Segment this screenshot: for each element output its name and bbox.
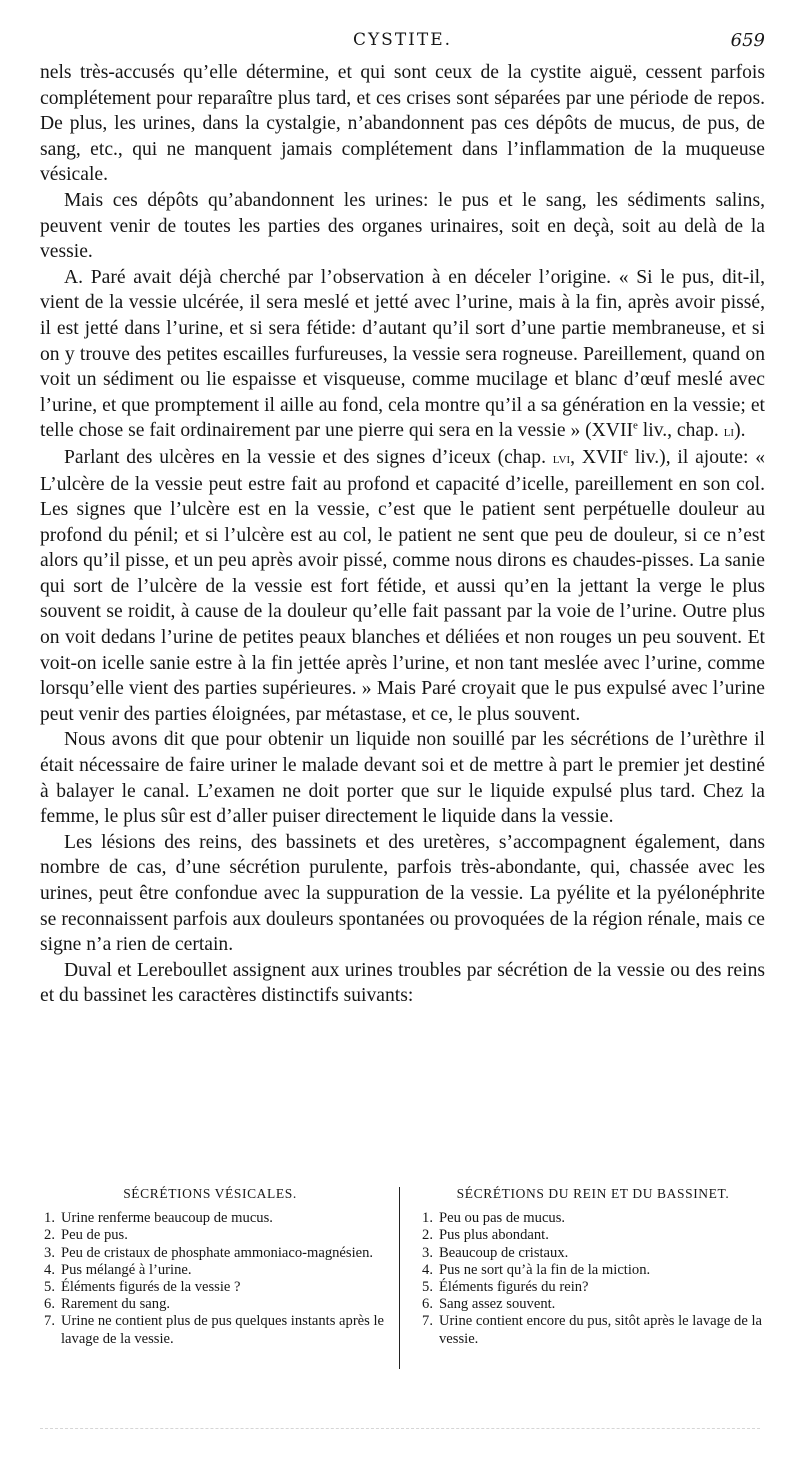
pare-quote-tail: liv., chap.	[637, 420, 724, 442]
paragraph-pare-quote	[40, 265, 765, 445]
list-item	[35, 1227, 385, 1244]
list-item	[35, 1279, 385, 1296]
item-number: 5.	[422, 1279, 433, 1296]
column-heading-vesical: SÉCRÉTIONS VÉSICALES.	[123, 1186, 297, 1201]
item-number: 1.	[422, 1210, 433, 1227]
column-renal	[413, 1185, 773, 1348]
item-text: Pus mélangé à l’urine.	[61, 1261, 192, 1278]
list-renal	[413, 1210, 773, 1348]
paragraph-ulcers	[40, 445, 765, 728]
item-text: Urine contient encore du pus, sitôt après le lavage de la vessie.	[439, 1313, 762, 1347]
item-text: Éléments figurés du rein?	[439, 1279, 589, 1296]
item-number: 4.	[44, 1261, 55, 1278]
list-item	[413, 1262, 773, 1279]
item-text: Urine renferme beaucoup de mucus.	[61, 1210, 273, 1227]
comparison-table	[35, 1185, 770, 1385]
item-text: Peu de pus.	[61, 1227, 128, 1244]
item-text: Éléments figurés de la vessie ?	[61, 1279, 241, 1296]
running-header	[40, 30, 765, 56]
paragraph-continuation: nels très-accusés qu’elle détermine, et qui sont ceux de la cystite aiguë, cessent parfois complétement pour reparaître plus tard, et ces crises sont séparées par une période de repos. De plus, les urines, dans la cystalgie, n’abandonnent pas ces dépôts de mucus, de pus, de sang, etc., qui ne manquent jamais complétement dans l’inflammation de la muqueuse vésicale.	[40, 62, 765, 186]
item-text: Pus ne sort qu’à la fin de la miction.	[439, 1261, 651, 1278]
item-number: 2.	[422, 1227, 433, 1244]
list-item	[413, 1227, 773, 1244]
list-item	[35, 1313, 385, 1347]
item-number: 7.	[422, 1313, 433, 1330]
item-number: 6.	[44, 1296, 55, 1313]
list-item	[35, 1210, 385, 1227]
paragraph-deposits: Mais ces dépôts qu’abandonnent les urines: le pus et le sang, les sédiments salins, peuvent venir de toutes les parties des organes urinaires, soit en deçà, soit au delà de la vessie.	[40, 189, 765, 263]
item-text: Urine ne contient plus de pus quelques instants après le lavage de la vessie.	[61, 1313, 385, 1347]
bleed-through-rule	[40, 1428, 760, 1431]
list-item	[413, 1245, 773, 1262]
list-item	[413, 1296, 773, 1313]
item-number: 2.	[44, 1227, 55, 1244]
column-heading-renal: SÉCRÉTIONS DU REIN ET DU BASSINET.	[456, 1186, 730, 1201]
item-number: 1.	[44, 1210, 55, 1227]
running-title: CYSTITE.	[352, 30, 453, 50]
superscript-e: e	[633, 419, 638, 432]
list-item	[413, 1279, 773, 1296]
list-item	[35, 1262, 385, 1279]
list-item	[35, 1296, 385, 1313]
list-vesical	[35, 1210, 385, 1348]
ulcers-pre: Parlant des ulcères en la vessie et des signes d’iceux (chap.	[64, 446, 553, 468]
column-divider	[399, 1187, 400, 1369]
superscript-e: e	[623, 446, 629, 459]
column-vesical	[35, 1185, 385, 1348]
item-number: 6.	[422, 1296, 433, 1313]
paragraph-method: Nous avons dit que pour obtenir un liquide non souillé par les sécrétions de l’urèthre il était nécessaire de faire uriner le malade devant soi et de mettre à part le premier jet destiné à balayer le canal. L’examen ne doit porter que sur le liquide expulsé plus tard. Chez la femme, le plus sûr est d’aller puiser directement le liquide dans la vessie.	[40, 729, 765, 828]
item-text: Beaucoup de cristaux.	[439, 1244, 569, 1261]
item-number: 5.	[44, 1279, 55, 1296]
item-text: Peu ou pas de mucus.	[439, 1210, 566, 1227]
list-item	[413, 1313, 773, 1347]
item-number: 4.	[422, 1261, 433, 1278]
page-number: 659	[730, 30, 765, 51]
item-text: Pus plus abondant.	[439, 1227, 549, 1244]
chapter-numeral: li	[723, 423, 735, 441]
item-text: Rarement du sang.	[61, 1296, 171, 1313]
pare-quote-end: ).	[734, 420, 746, 442]
item-text: Peu de cristaux de phosphate ammoniaco-magnésien.	[61, 1244, 374, 1261]
item-number: 3.	[422, 1244, 433, 1261]
body-text	[40, 60, 765, 1009]
item-number: 7.	[44, 1313, 55, 1330]
item-text: Sang assez souvent.	[439, 1296, 556, 1313]
paragraph-kidneys: Les lésions des reins, des bassinets et des uretères, s’accompagnent également, dans nombre de cas, d’une sécrétion purulente, parfois très-abondante, qui, chassée avec les urines, peut être confondue avec la suppuration de la vessie. La pyélite et la pyélonéphrite se reconnaissent parfois aux douleurs spontanées ou provoquées de la région rénale, mais ce signe n’a rien de certain.	[40, 831, 765, 956]
list-item	[413, 1210, 773, 1227]
ulcers-text: liv.), il ajoute: « L’ulcère de la vessie peut estre fait au profond et capacité d’icelle, pareillement en son col. Les signes que l’ulcère est en la vessie, c’est que le patient sent perpétuelle douleur au profond du pénil; et si l’ulcère est au col, le patient ne sent que peu de douleur, si ce n’est alors qu’il pisse, et un peu après avoir pissé, comme nous dirons es chaudes-pisses. La sanie qui sort de l’ulcère de la vessie est fort fétide, et aussi qu’en la jettant la verge le plus souvent se roidit, à cause de la douleur qu’elle fait passant par la voie de l’urine. Outre plus on voit dedans l’urine de petites peaux blanches et déliées et non rouges un peu souvent. Et voit-on icelle sanie estre à la fin jettée après l’urine, et non tant meslée avec l’urine, comme lorsqu’elle vient des parties supérieures. » Mais Paré croyait que le pus expulsé avec l’urine peut venir des parties éloignées, par métastase, et ce, le plus souvent.	[40, 446, 765, 725]
item-number: 3.	[44, 1244, 55, 1261]
paragraph-duval: Duval et Lereboullet assignent aux urines troubles par sécrétion de la vessie ou des reins et du bassinet les caractères distinctifs suivants:	[40, 959, 765, 1007]
chapter-numeral: lvi	[552, 449, 571, 467]
ulcers-mid: , XVII	[570, 446, 624, 468]
list-item	[35, 1245, 385, 1262]
pare-quote-text: A. Paré avait déjà cherché par l’observation à en déceler l’origine. « Si le pus, dit-il, vient de la vessie ulcérée, il sera meslé et jetté avec l’urine, mais à la fin, après avoir pissé, il est jetté dans l’urine, et si sera fétide: d’autant qu’il sort d’une partie membraneuse, et si on y trouve des petites escailles furfureuses, la vessie sera rogneuse. Pareillement, quand on voit un sédiment ou lie espaisse et visqueuse, comme mucilage et blanc d’œuf meslé avec l’urine, et que promptement il aille au fond, cela montre qu’il a sa génération en la vessie; et telle chose se fait ordinairement par une pierre qui sera en la vessie » (XVII	[40, 266, 765, 442]
